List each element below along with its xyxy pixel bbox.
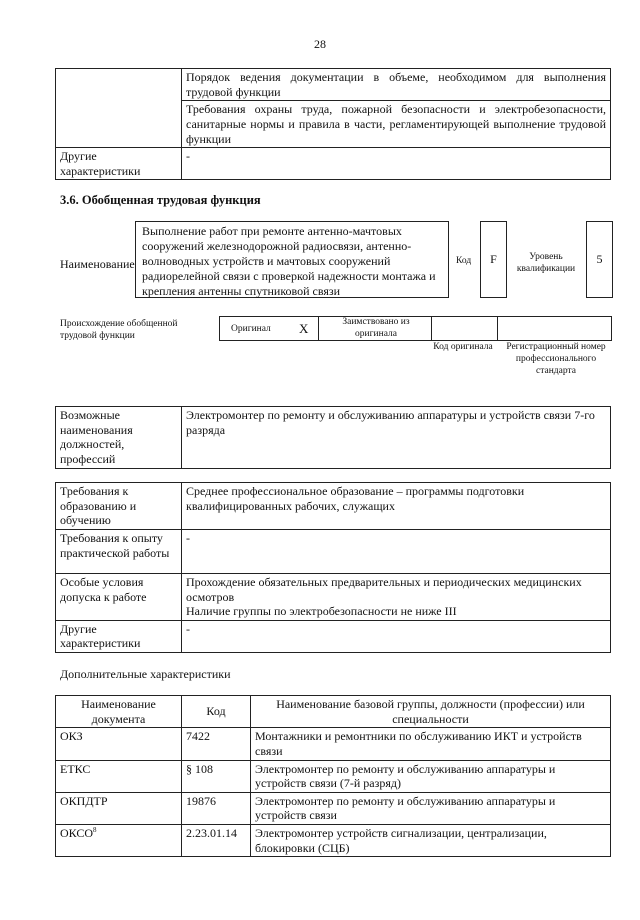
table-row (56, 760, 611, 792)
additional-header-code: Код (182, 696, 251, 728)
top-table-other-label: Другие характеристики (56, 148, 182, 180)
origin-code-caption: Код оригинала (433, 342, 493, 352)
gtf-code-value: F (480, 221, 507, 298)
requirements-table (55, 482, 611, 653)
requirement-label: Требования к образованию и обучению (56, 483, 182, 530)
gtf-level-label: Уровень квалификации (516, 252, 576, 274)
origin-original-label: Оригинал (231, 324, 271, 334)
page-number: 28 (314, 37, 326, 51)
top-table (55, 68, 611, 180)
gtf-level-value: 5 (586, 221, 613, 298)
additional-doc: ЕТКС (56, 760, 182, 792)
requirement-value: Среднее профессиональное образование – программы подготовки квалифицированных рабочих, служащих (182, 483, 611, 530)
top-table-row: Порядок ведения документации в объеме, необходимом для выполнения трудовой функции (182, 69, 611, 101)
origin-divider (497, 316, 498, 341)
additional-doc: ОКПДТР (56, 792, 182, 824)
additional-header-name: Наименование базовой группы, должности (профессии) или специальности (251, 696, 611, 728)
origin-label: Происхождение обобщенной трудовой функции (60, 319, 178, 341)
additional-code: § 108 (182, 760, 251, 792)
additional-name: Электромонтер устройств сигнализации, централизации, блокировки (СЦБ) (251, 825, 611, 857)
additional-header-doc: Наименование документа (56, 696, 182, 728)
additional-title: Дополнительные характеристики (60, 667, 231, 681)
table-row (56, 728, 611, 760)
table-row (56, 825, 611, 857)
requirement-label: Особые условия допуска к работе (56, 573, 182, 620)
requirement-value-extra: Наличие группы по электробезопасности не ниже III (186, 604, 457, 619)
section-title: 3.6. Обобщенная трудовая функция (60, 193, 261, 207)
additional-name: Монтажники и ремонтники по обслуживанию ИКТ и устройств связи (251, 728, 611, 760)
top-table-empty-cell (56, 69, 182, 148)
additional-table (55, 695, 611, 857)
requirement-value-cell (182, 573, 611, 620)
requirement-value: - (182, 529, 611, 573)
top-table-other-value: - (182, 148, 611, 180)
top-table-row: Требования охраны труда, пожарной безопасности и электробезопасности, санитарные нормы и правила в части, регламентирующей выполнение трудовой функции (182, 101, 611, 148)
additional-name: Электромонтер по ремонту и обслуживанию аппаратуры и устройств связи (251, 792, 611, 824)
additional-code: 7422 (182, 728, 251, 760)
gtf-name-label: Наименование (60, 257, 135, 271)
positions-label: Возможные наименования должностей, профессий (56, 407, 182, 469)
requirement-value: Прохождение обязательных предварительных и периодических медицинских осмотров (186, 574, 582, 604)
additional-code: 19876 (182, 792, 251, 824)
origin-divider (318, 316, 319, 341)
additional-name: Электромонтер по ремонту и обслуживанию аппаратуры и устройств связи (7-й разряд) (251, 760, 611, 792)
origin-borrowed-label: Заимствовано из оригинала (342, 317, 410, 339)
additional-doc: ОКСО$^8$ (56, 825, 182, 857)
origin-original-mark: X (299, 321, 309, 336)
positions-table (55, 406, 611, 469)
origin-reg-caption: Регистрационный номер профессионального стандарта (506, 342, 606, 376)
origin-divider (431, 316, 432, 341)
table-row (56, 792, 611, 824)
requirement-label: Требования к опыту практической работы (56, 529, 182, 573)
additional-doc: ОКЗ (56, 728, 182, 760)
positions-value: Электромонтер по ремонту и обслуживанию аппаратуры и устройств связи 7-го разряда (182, 407, 611, 469)
additional-code: 2.23.01.14 (182, 825, 251, 857)
requirement-label: Другие характеристики (56, 620, 182, 652)
gtf-code-label: Код (456, 256, 472, 266)
gtf-name-value: Выполнение работ при ремонте антенно-мачтовых сооружений железнодорожной радиосвязи, антенно-волноводных устройств и мачтовых сооружений радиорелейной связи с проверкой надежности монтажа и крепления антенны спутниковой связи (135, 221, 449, 298)
requirement-value: - (182, 620, 611, 652)
